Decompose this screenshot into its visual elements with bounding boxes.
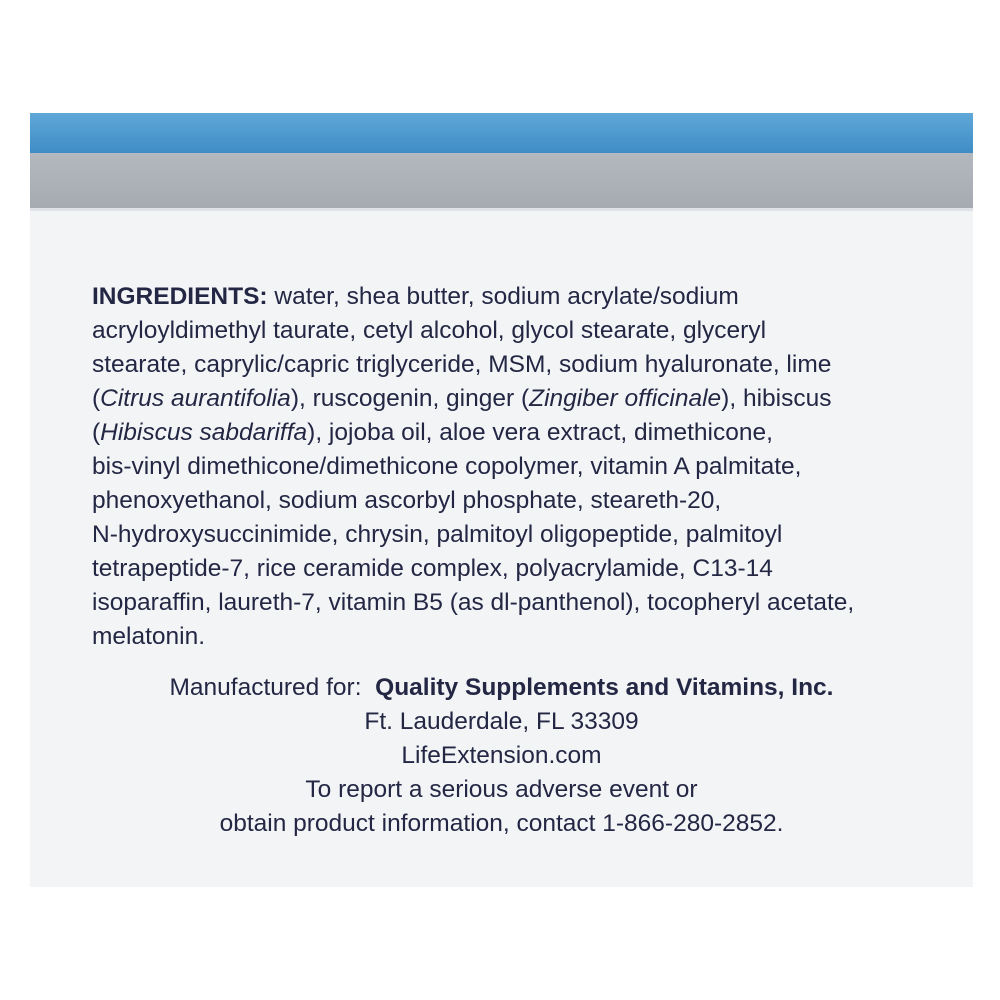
product-label-panel <box>30 113 973 887</box>
ingredients-line <box>92 518 932 552</box>
ingredients-text: ), ruscogenin, ginger ( <box>290 385 530 412</box>
gray-header-band <box>30 153 973 208</box>
ingredients-line <box>92 382 932 416</box>
ingredients-line <box>92 314 932 348</box>
botanical-name: Citrus aurantifolia <box>100 385 291 412</box>
ingredients-text: N-hydroxysuccinimide, chrysin, palmitoyl oligopeptide, palmitoyl <box>92 521 783 548</box>
manufacturer-website: LifeExtension.com <box>401 742 602 769</box>
ingredients-line <box>92 348 932 382</box>
adverse-event-notice: To report a serious adverse event or <box>305 776 698 803</box>
ingredients-line <box>92 586 932 620</box>
manufacturer-info <box>30 671 973 841</box>
ingredients-text: ), jojoba oil, aloe vera extract, dimethicone, <box>307 419 773 446</box>
botanical-name: Zingiber officinale <box>529 385 722 412</box>
contact-phone-notice: obtain product information, contact 1-866-280-2852. <box>219 810 784 837</box>
ingredients-text: bis-vinyl dimethicone/dimethicone copolymer, vitamin A palmitate, <box>92 453 802 480</box>
ingredients-text: ( <box>92 385 101 412</box>
ingredients-text: water, shea butter, sodium acrylate/sodium <box>274 283 739 310</box>
manufacturer-line <box>30 671 973 705</box>
ingredients-heading: INGREDIENTS: <box>92 283 268 310</box>
ingredients-line <box>92 280 932 314</box>
ingredients-text: isoparaffin, laureth-7, vitamin B5 (as dl-panthenol), tocopheryl acetate, <box>92 589 855 616</box>
ingredients-text: ( <box>92 419 101 446</box>
ingredients-line <box>92 450 932 484</box>
ingredients-text: tetrapeptide-7, rice ceramide complex, polyacrylamide, C13-14 <box>92 555 773 582</box>
botanical-name: Hibiscus sabdariffa <box>100 419 308 446</box>
manufacturer-address: Ft. Lauderdale, FL 33309 <box>364 708 639 735</box>
ingredients-line <box>92 552 932 586</box>
blue-header-band <box>30 113 973 153</box>
ingredients-line <box>92 620 932 654</box>
ingredients-line <box>92 416 932 450</box>
manufactured-for-label: Manufactured for: <box>169 674 362 701</box>
ingredients-line <box>92 484 932 518</box>
ingredients-text: stearate, caprylic/capric triglyceride, MSM, sodium hyaluronate, lime <box>92 351 832 378</box>
company-name: Quality Supplements and Vitamins, Inc. <box>375 674 834 701</box>
ingredients-text: phenoxyethanol, sodium ascorbyl phosphate, steareth-20, <box>92 487 722 514</box>
ingredients-text: ), hibiscus <box>721 385 832 412</box>
ingredients-text: acryloyldimethyl taurate, cetyl alcohol, glycol stearate, glyceryl <box>92 317 767 344</box>
ingredients-list <box>92 280 932 654</box>
header-band-divider <box>30 208 973 211</box>
ingredients-text: melatonin. <box>92 623 206 650</box>
